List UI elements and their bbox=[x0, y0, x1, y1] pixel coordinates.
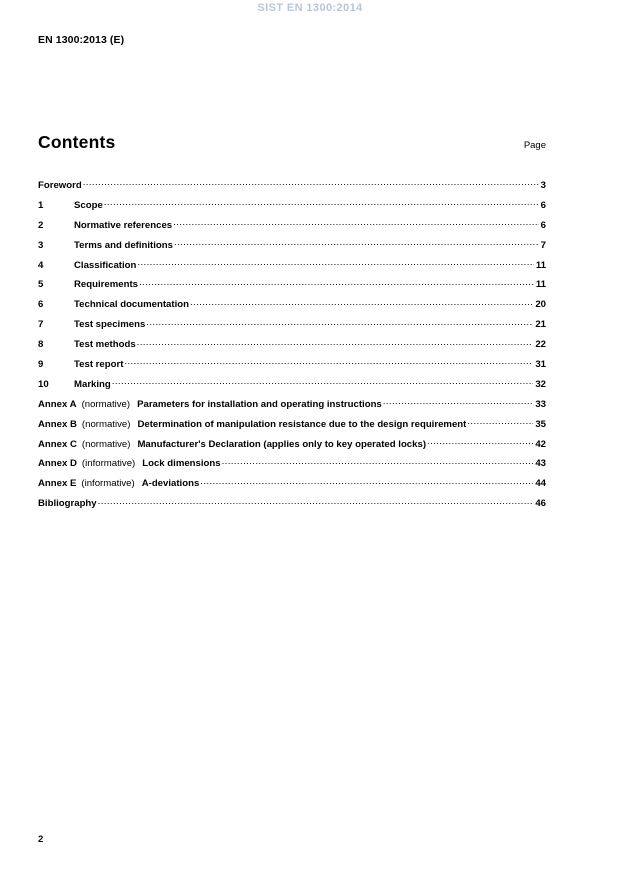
toc-entry[interactable] bbox=[38, 398, 546, 410]
toc-leader-dots bbox=[83, 179, 539, 188]
toc-entry-number: 4 bbox=[38, 259, 44, 271]
toc-leader-dots bbox=[139, 278, 534, 287]
toc-entry-page: 32 bbox=[535, 378, 546, 390]
toc-entry-page: 21 bbox=[535, 319, 546, 331]
toc-entry-page: 3 bbox=[540, 180, 546, 191]
toc-entry-number: Annex B bbox=[38, 418, 77, 430]
page-column-label: Page bbox=[523, 140, 546, 151]
toc-entry-page: 22 bbox=[535, 339, 546, 351]
toc-entry[interactable] bbox=[38, 338, 546, 350]
footer-page-number: 2 bbox=[38, 834, 44, 845]
toc-entry-page: 6 bbox=[540, 199, 546, 211]
toc-entry-label: Parameters for installation and operating instructions bbox=[137, 398, 382, 410]
toc-entry-page: 11 bbox=[535, 259, 546, 271]
toc-entry-label: Test methods bbox=[74, 339, 136, 351]
toc-leader-dots bbox=[124, 358, 533, 367]
toc-entry-number: 6 bbox=[38, 299, 44, 311]
toc-entry[interactable] bbox=[38, 477, 546, 489]
toc-leader-dots bbox=[173, 219, 539, 228]
toc-entry-number: 5 bbox=[38, 279, 44, 291]
document-header: EN 1300:2013 (E) bbox=[38, 34, 125, 46]
toc-entry-number: Annex A bbox=[38, 398, 77, 410]
contents-header-row bbox=[38, 132, 546, 153]
toc-entry-label: Foreword bbox=[38, 180, 82, 191]
toc-leader-dots bbox=[98, 497, 534, 506]
toc-entry-page: 35 bbox=[535, 418, 546, 430]
toc-leader-dots bbox=[200, 477, 533, 486]
toc-entry[interactable] bbox=[38, 259, 546, 271]
toc-entry-label: A-deviations bbox=[141, 478, 200, 490]
toc-entry-page: 7 bbox=[540, 239, 546, 251]
toc-entry-page: 33 bbox=[535, 398, 546, 410]
toc-leader-dots bbox=[104, 199, 539, 208]
toc-leader-dots bbox=[222, 457, 534, 466]
toc-entry[interactable] bbox=[38, 179, 546, 191]
toc-entry-number: 7 bbox=[38, 319, 44, 331]
toc-entry-page: 46 bbox=[535, 498, 546, 510]
toc-entry-label: Bibliography bbox=[38, 498, 97, 510]
toc-entry-label: Scope bbox=[74, 199, 103, 211]
toc-leader-dots bbox=[146, 318, 533, 327]
toc-entry[interactable] bbox=[38, 358, 546, 370]
toc-entry-kind: (normative) bbox=[81, 398, 131, 410]
toc-entry[interactable] bbox=[38, 418, 546, 430]
toc-entry-label: Terms and definitions bbox=[74, 239, 173, 251]
toc-entry-page: 11 bbox=[535, 279, 546, 291]
toc-entry-label: Determination of manipulation resistance due to the design requirement bbox=[137, 418, 467, 430]
toc-entry-label: Normative references bbox=[74, 219, 173, 231]
toc-entry[interactable] bbox=[38, 239, 546, 251]
toc-entry-page: 20 bbox=[535, 299, 546, 311]
toc-entry-number: Annex D bbox=[38, 458, 77, 470]
toc-entry-number: 9 bbox=[38, 359, 44, 371]
toc-leader-dots bbox=[112, 378, 534, 387]
toc-entry-number: Annex E bbox=[38, 478, 77, 490]
watermark-text: SIST EN 1300:2014 bbox=[257, 2, 363, 14]
toc-entry-kind: (informative) bbox=[81, 458, 136, 470]
toc-leader-dots bbox=[383, 398, 534, 407]
toc-entry-number: 10 bbox=[38, 378, 49, 390]
toc-entry-label: Manufacturer's Declaration (applies only to key operated locks) bbox=[137, 438, 427, 450]
toc-entry-label: Test report bbox=[74, 359, 124, 371]
toc-entry-page: 31 bbox=[535, 359, 546, 371]
toc-entry[interactable] bbox=[38, 497, 546, 509]
toc-entry[interactable] bbox=[38, 457, 546, 469]
toc-entry-page: 43 bbox=[535, 458, 546, 470]
table-of-contents bbox=[38, 179, 546, 509]
toc-leader-dots bbox=[427, 438, 533, 447]
toc-entry-label: Test specimens bbox=[74, 319, 146, 331]
toc-entry-number: 1 bbox=[38, 199, 44, 211]
toc-entry-number: Annex C bbox=[38, 438, 77, 450]
toc-entry-label: Marking bbox=[74, 378, 111, 390]
toc-entry-page: 6 bbox=[540, 219, 546, 231]
toc-leader-dots bbox=[137, 338, 534, 347]
toc-entry-page: 44 bbox=[535, 478, 546, 490]
toc-entry-kind: (normative) bbox=[81, 438, 131, 450]
toc-entry[interactable] bbox=[38, 298, 546, 310]
toc-entry-kind: (informative) bbox=[81, 478, 135, 490]
toc-entry-number: 8 bbox=[38, 339, 44, 351]
toc-entry[interactable] bbox=[38, 438, 546, 450]
toc-entry[interactable] bbox=[38, 318, 546, 330]
toc-entry-number: 3 bbox=[38, 239, 44, 251]
toc-entry-page: 42 bbox=[535, 438, 546, 450]
toc-entry-label: Requirements bbox=[74, 279, 138, 291]
page-title: Contents bbox=[38, 132, 116, 152]
toc-entry-label: Technical documentation bbox=[74, 299, 189, 311]
toc-entry[interactable] bbox=[38, 378, 546, 390]
toc-leader-dots bbox=[190, 298, 533, 307]
toc-leader-dots bbox=[467, 418, 533, 427]
toc-entry-label: Lock dimensions bbox=[142, 458, 221, 470]
toc-entry-kind: (normative) bbox=[81, 418, 131, 430]
toc-entry[interactable] bbox=[38, 278, 546, 290]
toc-entry[interactable] bbox=[38, 199, 546, 211]
toc-entry[interactable] bbox=[38, 219, 546, 231]
toc-entry-number: 2 bbox=[38, 219, 44, 231]
toc-leader-dots bbox=[174, 239, 539, 248]
toc-leader-dots bbox=[137, 259, 533, 268]
contents-section bbox=[38, 132, 546, 517]
toc-entry-label: Classification bbox=[74, 259, 137, 271]
